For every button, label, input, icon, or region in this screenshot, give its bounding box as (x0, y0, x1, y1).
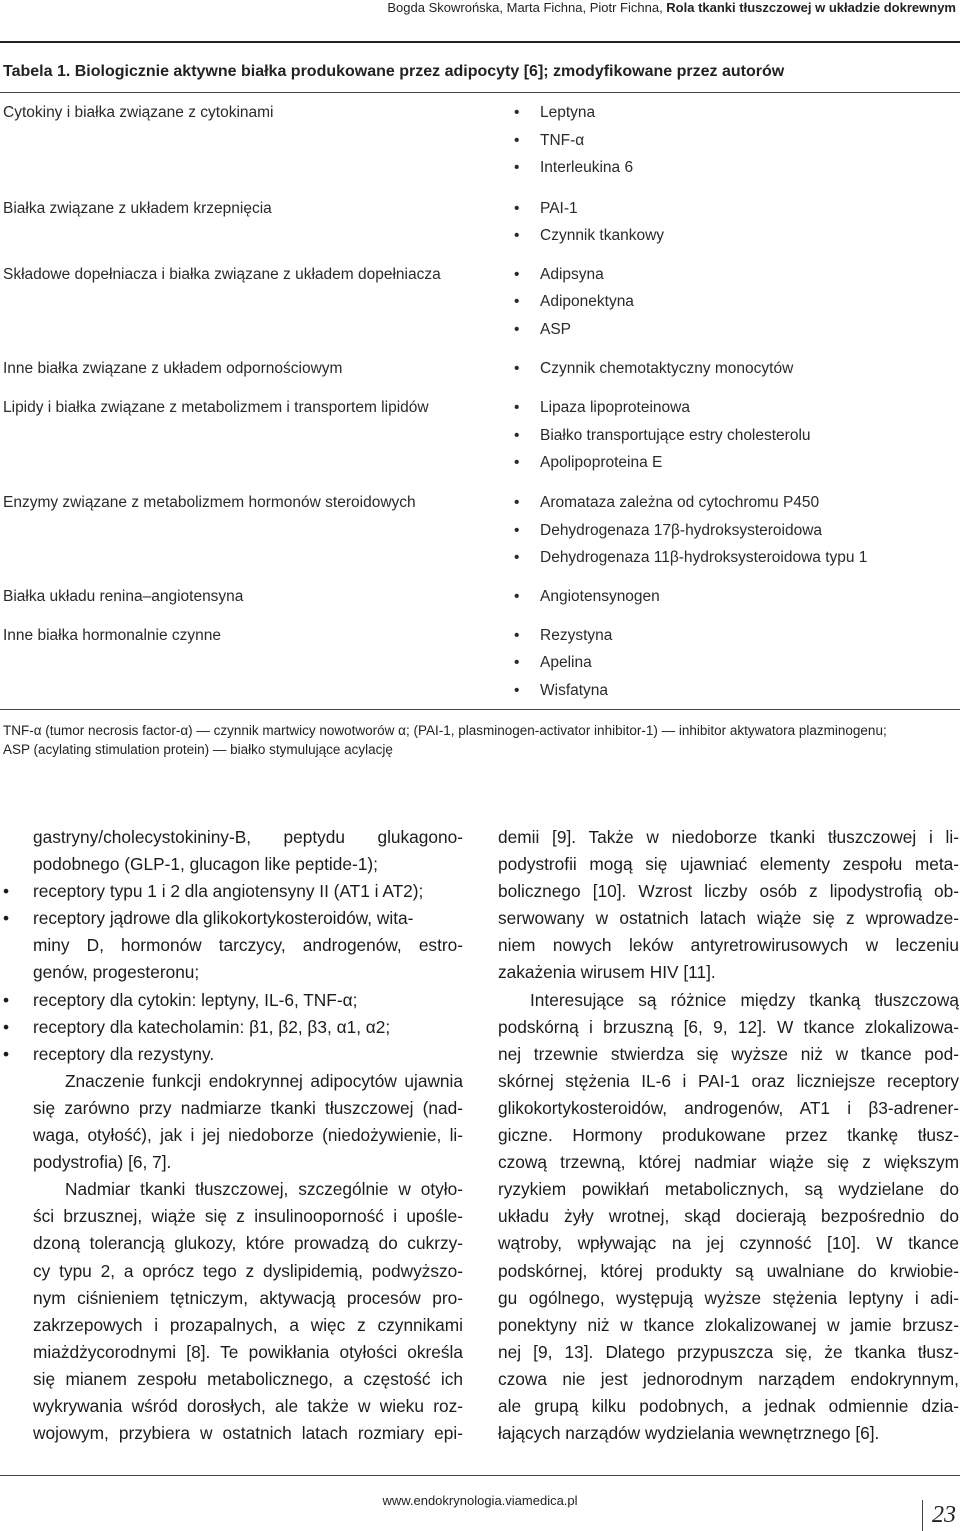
table-item-text: Leptyna (540, 104, 596, 121)
list-item (3, 987, 463, 1014)
text-line: giczne. Hormony produkowane przez tkankę tłusz- (498, 1125, 959, 1146)
table-category: Inne białka hormonalnie czynne (3, 627, 221, 644)
bullet-icon: • (514, 104, 520, 121)
bullet-icon: • (514, 132, 520, 149)
text-line: gu ogólnego, występują wyższe stężenia leptyny i adi- (498, 1287, 959, 1308)
text-line: się mianem zespołu metabolicznego, a częstość ich (33, 1368, 463, 1389)
bullet-icon: • (514, 266, 520, 283)
table-item-text: Interleukina 6 (540, 159, 634, 176)
header-rule (0, 41, 960, 43)
table-caption: Tabela 1. Biologicznie aktywne białka produkowane przez adipocyty [6]; zmodyfikowane przez autorów (3, 63, 785, 80)
header-authors: Bogda Skowrońska, Marta Fichna, Piotr Fichna, (387, 0, 667, 15)
table-item-text: TNF-α (540, 132, 585, 149)
list-item-text: receptory dla katecholamin: β1, β2, β3, α1, α2; (33, 1016, 391, 1037)
list-item-text: receptory dla rezystyny. (33, 1043, 215, 1064)
page-number-divider (922, 1500, 923, 1531)
table-item (514, 427, 811, 445)
text-line: ponektyny niż w tkance zlokalizowanej w jamie brzusz- (498, 1314, 959, 1335)
text-line: podobnego (GLP-1, glucagon like peptide-1); (33, 854, 378, 875)
table-item (514, 159, 634, 177)
table-item (514, 132, 585, 150)
footer-rule (0, 1475, 960, 1476)
table-category: Białka związane z układem krzepnięcia (3, 200, 272, 217)
text-line: podskórną i brzuszną [6, 9, 12]. W tkance zlokalizowa- (498, 1016, 959, 1037)
bullet-icon: • (514, 588, 520, 605)
table-item-text: Lipaza lipoproteinowa (540, 399, 690, 416)
table-category: Cytokiny i białka związane z cytokinami (3, 104, 274, 121)
table-top-rule (0, 92, 960, 93)
table-item-text: Adipsyna (540, 266, 604, 283)
text-line: podystrofii mogą się ujawniać elementy zespołu meta- (498, 854, 959, 875)
text-line: genów, progesteronu; (33, 962, 200, 983)
table-item-text: Aromataza zależna od cytochromu P450 (540, 494, 820, 511)
list-item (3, 905, 463, 932)
table-item-text: Czynnik chemotaktyczny monocytów (540, 360, 794, 377)
bullet-icon: • (514, 522, 520, 539)
text-line: serwowany w ostatnich latach wiąże się z wprowadze- (498, 908, 959, 929)
table-category: Lipidy i białka związane z metabolizmem i transportem lipidów (3, 399, 429, 416)
bullet-icon: • (514, 227, 520, 244)
table-item (514, 454, 663, 472)
table-item-text: ASP (540, 321, 572, 338)
bullet-icon: • (514, 159, 520, 176)
text-line: łających narządów wydzielania wewnętrznego [6]. (498, 1423, 880, 1444)
running-header (387, 0, 956, 15)
table-item-text: Dehydrogenaza 17β-hydroksysteroidowa (540, 522, 823, 539)
list-item (3, 878, 463, 905)
text-line: ale grupą kilku podobnych, a jednak odmiennie dzia- (498, 1395, 959, 1416)
text-line: podystrofia) [6, 7]. (33, 1152, 172, 1173)
table-item (514, 360, 794, 378)
text-line: dzoną tolerancją glukozy, które prowadzą do cukrzy- (33, 1233, 463, 1254)
text-line: skórnej stężenia IL-6 i PAI-1 oraz liczniejsze receptory (498, 1070, 959, 1091)
table-item-text: Adiponektyna (540, 293, 634, 310)
bullet-icon: • (514, 454, 520, 471)
bullet-icon: • (514, 654, 520, 671)
table-item (514, 293, 634, 311)
table-item-text: Angiotensynogen (540, 588, 660, 605)
bullet-icon: • (514, 627, 520, 644)
header-title: Rola tkanki tłuszczowej w układzie dokrewnym (666, 0, 956, 15)
table-category: Białka układu renina–angiotensyna (3, 588, 244, 605)
list-item (3, 1041, 463, 1068)
text-line: wątroby, wpływając na jej czynność [10]. W tkance (498, 1233, 959, 1254)
text-line: Znaczenie funkcji endokrynnej adipocytów ujawnia (65, 1070, 463, 1091)
table-item (514, 266, 604, 284)
table-item (514, 522, 823, 540)
table-item-text: PAI-1 (540, 200, 578, 217)
table-item-text: Czynnik tkankowy (540, 227, 665, 244)
bullet-icon: • (3, 908, 10, 929)
table-item (514, 549, 868, 567)
text-line: ści brzusznej, wiąże się z insulinooporność i upośle- (33, 1206, 463, 1227)
table-category: Składowe dopełniacza i białka związane z układem dopełniacza (3, 266, 441, 283)
text-line: zakażenia wirusem HIV [11]. (498, 962, 716, 983)
text-line: cy typu 2, a oprócz tego z dyslipidemią, podwyższo- (33, 1260, 463, 1281)
text-line: się zarówno przy nadmiarze tkanki tłuszczowej (nad- (33, 1097, 463, 1118)
page-number: 23 (932, 1502, 956, 1528)
bullet-icon: • (514, 682, 520, 699)
text-line: demii [9]. Także w niedoborze tkanki tłuszczowej i li- (498, 827, 959, 847)
bullet-icon: • (3, 989, 10, 1010)
text-line: wojowym, przybiera w ostatnich latach rozmiary epi- (33, 1423, 463, 1444)
text-line: Interesujące są różnice między tkanką tłuszczową (530, 989, 959, 1010)
table-item (514, 682, 609, 700)
list-item (3, 1014, 463, 1041)
text-line: czowa nie jest jednorodnym narządem endokrynnym, (498, 1368, 959, 1389)
journal-url: www.endokrynologia.viamedica.pl (382, 1493, 578, 1508)
bullet-icon: • (3, 881, 10, 902)
right-text-column (498, 824, 959, 1447)
bullet-icon: • (3, 1043, 10, 1064)
left-text-column (3, 824, 463, 1447)
table-item-text: Apelina (540, 654, 592, 671)
text-line: zakrzepowych i prozapalnych, a więc z czynnikami (33, 1314, 463, 1335)
text-line: czową trzewną, której nadmiar wiąże się z większym (498, 1152, 959, 1173)
table-item (514, 654, 592, 672)
text-line: wykrywania wśród dorosłych, ale także w wieku roz- (33, 1395, 463, 1416)
table-item (514, 494, 820, 512)
text-line: niem nowych leków antyretrowirusowych w leczeniu (498, 935, 959, 956)
bullet-icon: • (3, 1016, 10, 1037)
table-item-text: Apolipoproteina E (540, 454, 663, 471)
table-item (514, 321, 572, 339)
table-item (514, 588, 660, 606)
table-item-text: Białko transportujące estry cholesterolu (540, 427, 811, 444)
table-item-text: Rezystyna (540, 627, 613, 644)
table-category: Inne białka związane z układem odpornościowym (3, 360, 343, 377)
table-item (514, 627, 613, 645)
text-line: układu żyły wrotnej, skąd docierają bezpośrednio do (498, 1206, 959, 1227)
table-item-text: Dehydrogenaza 11β-hydroksysteroidowa typu 1 (540, 549, 868, 566)
text-line: podskórnej, której produkty są uwalniane do krwiobie- (498, 1260, 959, 1281)
bullet-icon: • (514, 399, 520, 416)
list-item-text: receptory dla cytokin: leptyny, IL-6, TNF-α; (33, 989, 358, 1010)
text-line: glikokortykosteroidów, androgenów, AT1 i β3-adrener- (498, 1097, 959, 1118)
bullet-icon: • (514, 494, 520, 511)
text-line: nej trzewnie stwierdza się wyższe niż w tkance pod- (498, 1043, 959, 1064)
table-category: Enzymy związane z metabolizmem hormonów steroidowych (3, 494, 416, 511)
table-item (514, 104, 596, 122)
text-line: bolicznego [10]. Wzrost liczby osób z lipodystrofią ob- (498, 881, 959, 902)
text-line: miny D, hormonów tarczycy, androgenów, estro- (33, 935, 463, 956)
text-line: Nadmiar tkanki tłuszczowej, szczególnie w otyło- (65, 1179, 463, 1200)
bullet-icon: • (514, 360, 520, 377)
text-line: nym ciśnieniem tętniczym, aktywacją procesów pro- (33, 1287, 463, 1308)
bullet-icon: • (514, 427, 520, 444)
table-footnote-1: TNF-α (tumor necrosis factor-α) — czynnik martwicy nowotworów α; (PAI-1, plasminogen-activator inhibitor-1) — inhibitor aktywatora plazminogenu; (3, 723, 887, 738)
table-bottom-rule (0, 709, 960, 710)
bullet-icon: • (514, 549, 520, 566)
bullet-icon: • (514, 200, 520, 217)
text-line: nej [9, 13]. Dlatego przypuszcza się, że tkanka tłusz- (498, 1341, 959, 1362)
table-item-text: Wisfatyna (540, 682, 609, 699)
text-line: ryzykiem powikłań metabolicznych, są wydzielane do (498, 1179, 959, 1200)
table-footnote-2: ASP (acylating stimulation protein) — białko stymulujące acylację (3, 742, 393, 757)
text-line: miażdżycorodnymi [8]. Te powikłania otyłości określa (33, 1341, 463, 1362)
list-item-text: receptory jądrowe dla glikokortykosteroidów, wita- (33, 908, 414, 929)
table-item (514, 227, 665, 245)
bullet-icon: • (514, 293, 520, 310)
text-line: gastryny/cholecystokininy-B, peptydu glukagono- (33, 827, 463, 847)
list-item-text: receptory typu 1 i 2 dla angiotensyny II (AT1 i AT2); (33, 881, 424, 902)
table-item (514, 200, 578, 218)
bullet-icon: • (514, 321, 520, 338)
table-item (514, 399, 690, 417)
text-line: waga, otyłość), jak i jej niedoborze (niedożywienie, li- (33, 1125, 463, 1146)
